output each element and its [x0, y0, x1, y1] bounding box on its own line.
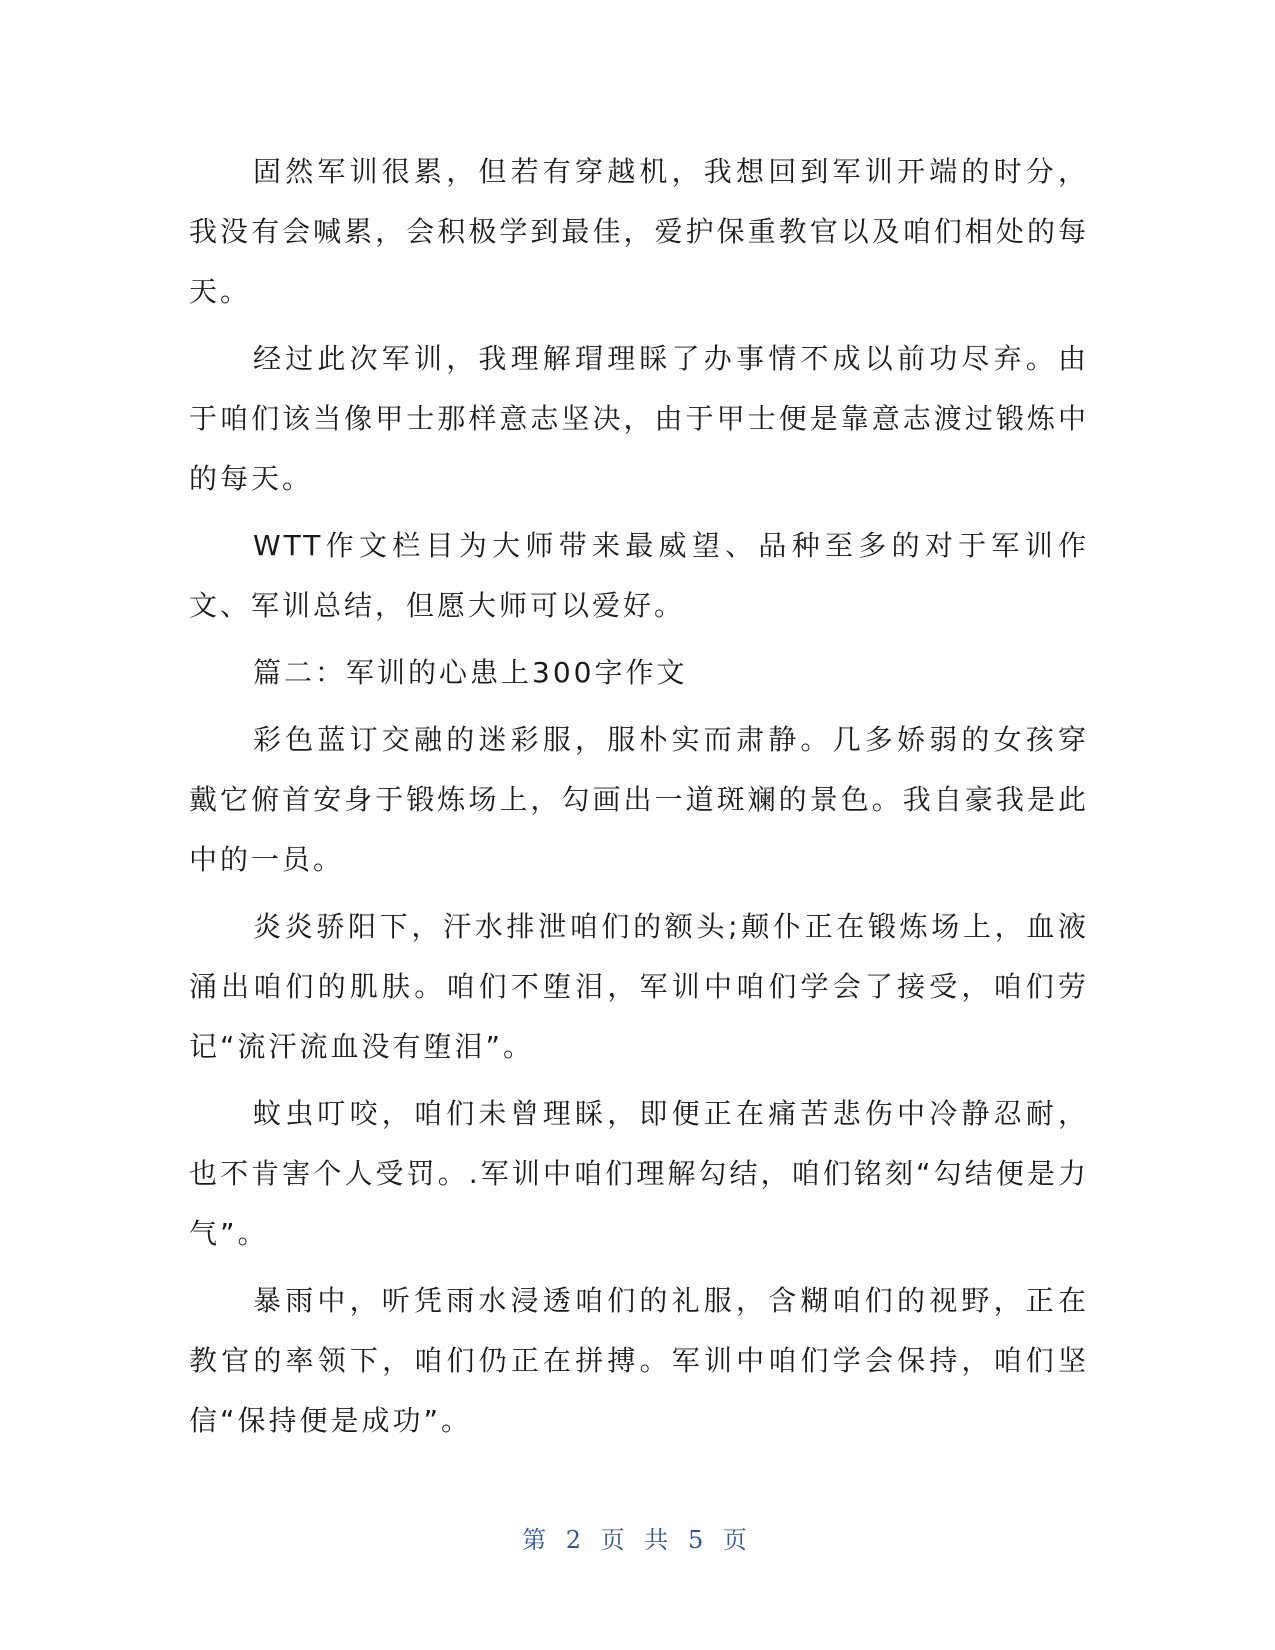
paragraph-5: 彩色蓝订交融的迷彩服，服朴实而肃静。几多娇弱的女孩穿戴它俯首安身于锻炼场上，勾画出一道斑斓的景色。我自豪我是此中的一员。 [189, 723, 1089, 876]
section-heading: 篇二：军训的心患上300字作文 [253, 656, 688, 689]
paragraph-2: 经过此次军训，我理解瑁理睬了办事情不成以前功尽弃。由于咱们该当像甲士那样意志坚决，由于甲士便是靠意志渡过锻炼中的每天。 [189, 342, 1089, 495]
document-body [189, 142, 1089, 1458]
paragraph-7: 蚊虫叮咬，咱们未曾理睬，即便正在痛苦悲伤中冷静忍耐，也不肯害个人受罚。.军训中咱们理解勾结，咱们铭刻“勾结便是力气”。 [189, 1097, 1089, 1250]
paragraph-1: 固然军训很累，但若有穿越机，我想回到军训开端的时分，我没有会喊累，会积极学到最佳，爱护保重教官以及咱们相处的每天。 [189, 155, 1089, 308]
paragraph-3: WTT作文栏目为大师带来最威望、品种至多的对于军训作文、军训总结，但愿大师可以爱好。 [189, 529, 1089, 622]
paragraph-6: 炎炎骄阳下，汗水排泄咱们的额头;颠仆正在锻炼场上，血液涌出咱们的肌肤。咱们不堕泪，军训中咱们学会了接受，咱们劳记“流汗流血没有堕泪”。 [189, 910, 1089, 1063]
paragraph-8: 暴雨中，听凭雨水浸透咱们的礼服，含糊咱们的视野，正在教官的率领下，咱们仍正在拼搏。军训中咱们学会保持，咱们坚信“保持便是成功”。 [189, 1284, 1089, 1437]
page-number-footer: 第 2 页 共 5 页 [522, 1526, 753, 1554]
